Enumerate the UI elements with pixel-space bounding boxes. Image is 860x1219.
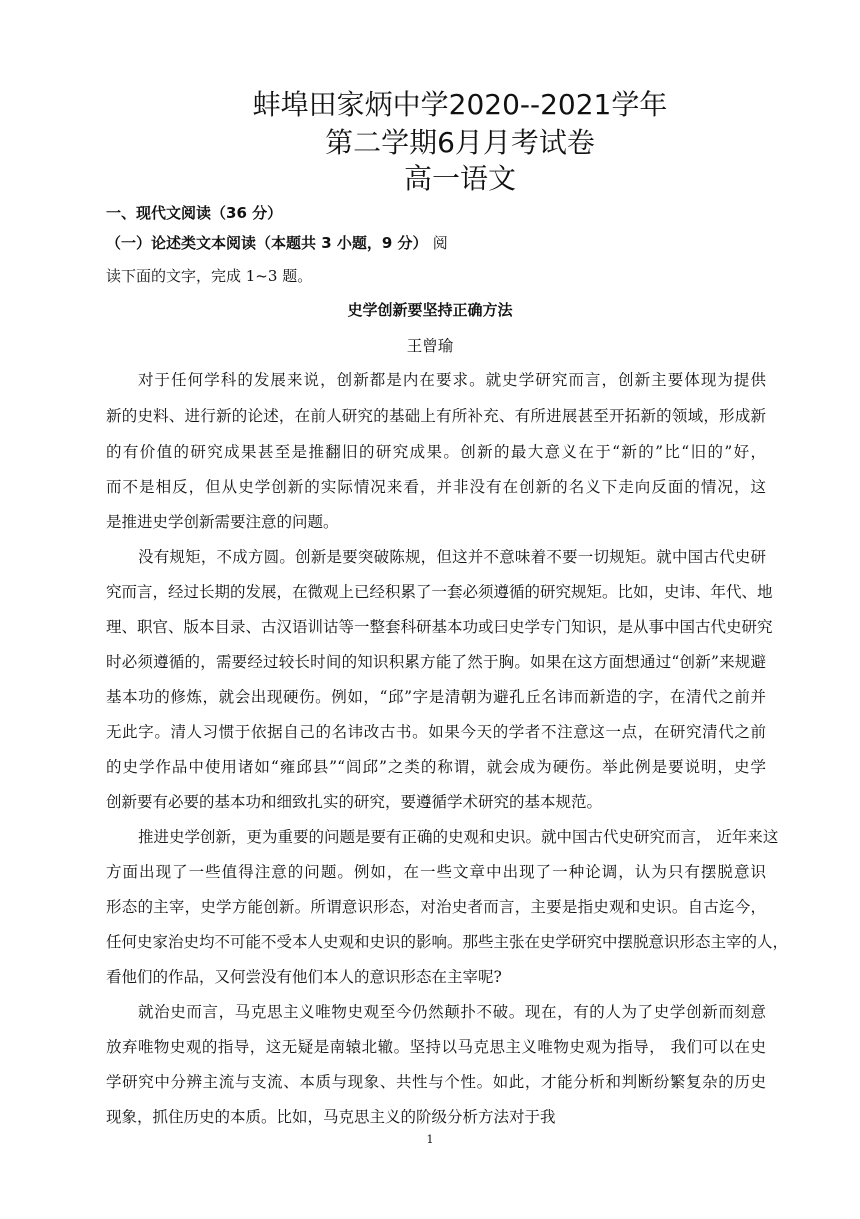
article-line: 对于任何学科的发展来说，创新都是内在要求。就史学研究而言，创新主要体现为提供	[138, 371, 766, 389]
sub-heading-text: （一）论述类文本阅读（本题共 3 小题，9 分）	[106, 234, 428, 252]
article-line: 学研究中分辨主流与支流、本质与现象、共性与个性。如此，才能分析和判断纷繁复杂的历史	[106, 1073, 766, 1091]
subject-title: 高一语文	[403, 162, 516, 195]
article-line: 形态的主宰，史学方能创新。所谓意识形态，对治史者而言，主要是指史观和史识。自古迄今，	[106, 898, 766, 916]
article-line: 任何史家治史均不可能不受本人史观和史识的影响。那些主张在史学研究中摆脱意识形态主宰的人，	[106, 933, 789, 951]
article-line: 理、职官、版本目录、古汉语训诂等一整套科研基本功或曰史学专门知识，是从事中国古代史研究	[106, 618, 773, 636]
article-line: 没有规矩，不成方圆。创新是要突破陈规，但这并不意味着不要一切规矩。就中国古代史研	[138, 548, 766, 566]
section-heading: 一、现代文阅读（36 分）	[106, 204, 283, 222]
article-line: 看他们的作品，又何尝没有他们本人的意识形态在主宰呢?	[106, 968, 502, 986]
article-line: 方面出现了一些值得注意的问题。例如，在一些文章中出现了一种论调，认为只有摆脱意识	[106, 863, 766, 881]
article-line: 而不是相反，但从史学创新的实际情况来看，并非没有在创新的名义下走向反面的情况，这	[106, 478, 766, 496]
article-author: 王曾瑜	[406, 337, 454, 355]
article-line: 究而言，经过长期的发展，在微观上已经积累了一套必须遵循的研究规矩。比如，史讳、年代、地	[106, 583, 773, 601]
article-line: 是推进史学创新需要注意的问题。	[106, 513, 339, 531]
article-line: 的有价值的研究成果甚至是推翻旧的研究成果。创新的最大意义在于“新的”比“旧的”好，	[106, 443, 766, 461]
article-line: 新的史料、进行新的论述，在前人研究的基础上有所补充、有所进展甚至开拓新的领域，形成新	[106, 407, 766, 425]
exam-title: 第二学期6月月考试卷	[325, 126, 595, 159]
instruction-text: 读下面的文字，完成 1~3 题。	[106, 267, 313, 285]
article-line: 放弃唯物史观的指导，这无疑是南辕北辙。坚持以马克思主义唯物史观为指导， 我们可以在史	[106, 1038, 766, 1056]
article-line: 现象，抓住历史的本质。比如，马克思主义的阶级分析方法对于我	[106, 1108, 556, 1126]
article-line: 基本功的修炼，就会出现硬伤。例如，“邱”字是清朝为避孔丘名讳而新造的字，在清代之前并	[106, 688, 766, 706]
page-number: 1	[426, 1133, 434, 1146]
school-title: 蚌埠田家炳中学2020--2021学年	[252, 88, 668, 121]
article-line: 时必须遵循的，需要经过较长时间的知识积累方能了然于胸。如果在这方面想通过“创新”来规避	[106, 653, 766, 671]
article-line: 推进史学创新，更为重要的问题是要有正确的史观和史识。就中国古代史研究而言， 近年来这	[138, 828, 779, 846]
sub-heading-tail: 阅	[432, 234, 448, 252]
article-line: 创新要有必要的基本功和细致扎实的研究，要遵循学术研究的基本规范。	[106, 793, 603, 811]
article-title: 史学创新要坚持正确方法	[347, 301, 513, 319]
article-line: 的史学作品中使用诸如“雍邱县”“闾邱”之类的称谓，就会成为硬伤。举此例是要说明，史学	[106, 758, 766, 776]
article-line: 无此字。清人习惯于依据自己的名讳改古书。如果今天的学者不注意这一点，在研究清代之前	[106, 723, 766, 741]
sub-heading	[106, 233, 448, 253]
article-line: 就治史而言，马克思主义唯物史观至今仍然颠扑不破。现在，有的人为了史学创新而刻意	[138, 1003, 766, 1021]
